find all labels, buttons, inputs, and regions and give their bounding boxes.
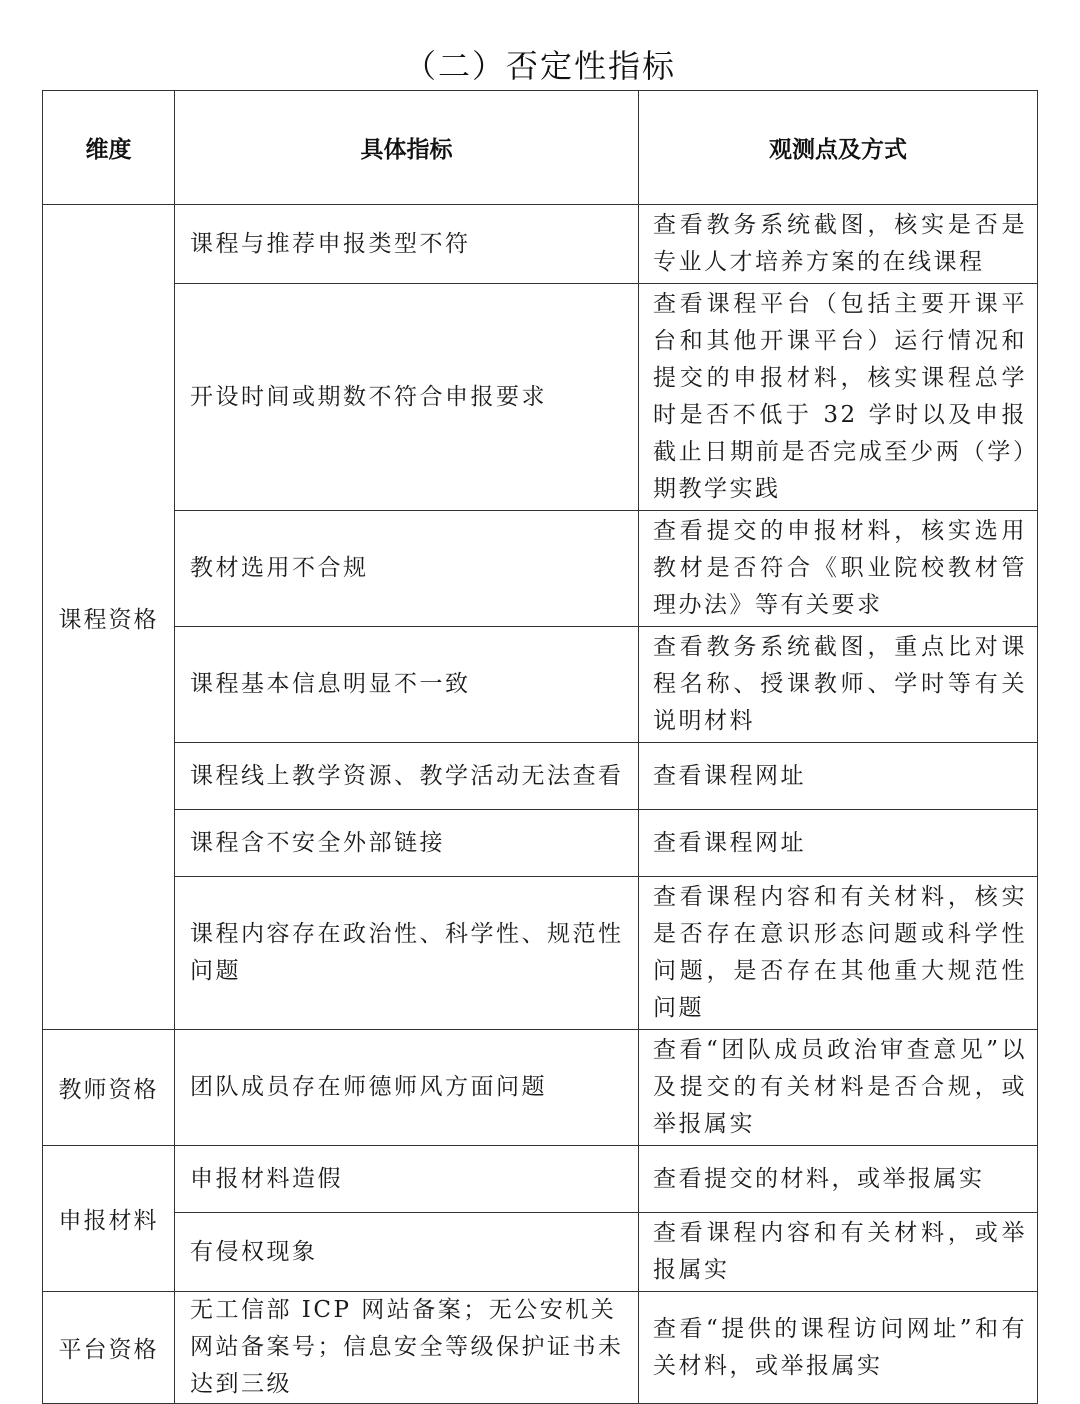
indicator-cell: 开设时间或期数不符合申报要求 <box>175 284 639 511</box>
dimension-course: 课程资格 <box>43 205 175 1030</box>
observation-cell: 查看提交的材料，或举报属实 <box>639 1146 1038 1213</box>
observation-cell: 查看“团队成员政治审查意见”以及提交的有关材料是否合规，或举报属实 <box>639 1030 1038 1146</box>
table-row <box>43 743 1038 810</box>
table-row <box>43 627 1038 743</box>
table-row <box>43 205 1038 284</box>
observation-cell: 查看课程网址 <box>639 810 1038 877</box>
observation-cell: 查看“提供的课程访问网址”和有关材料，或举报属实 <box>639 1292 1038 1404</box>
table-row <box>43 1030 1038 1146</box>
observation-cell: 查看教务系统截图，重点比对课程名称、授课教师、学时等有关说明材料 <box>639 627 1038 743</box>
indicator-cell: 教材选用不合规 <box>175 511 639 627</box>
observation-cell: 查看课程内容和有关材料，或举报属实 <box>639 1213 1038 1292</box>
observation-cell: 查看课程网址 <box>639 743 1038 810</box>
header-observation: 观测点及方式 <box>639 91 1038 205</box>
indicator-cell: 团队成员存在师德师风方面问题 <box>175 1030 639 1146</box>
indicator-cell: 申报材料造假 <box>175 1146 639 1213</box>
indicator-cell: 无工信部 ICP 网站备案；无公安机关网站备案号；信息安全等级保护证书未达到三级 <box>175 1292 639 1404</box>
header-row <box>43 91 1038 205</box>
header-dimension: 维度 <box>43 91 175 205</box>
dimension-material: 申报材料 <box>43 1146 175 1292</box>
table-row <box>43 1213 1038 1292</box>
indicator-cell: 课程与推荐申报类型不符 <box>175 205 639 284</box>
table-row <box>43 810 1038 877</box>
table-row <box>43 511 1038 627</box>
table-row <box>43 1292 1038 1404</box>
table-row <box>43 1146 1038 1213</box>
dimension-platform: 平台资格 <box>43 1292 175 1404</box>
observation-cell: 查看课程内容和有关材料，核实是否存在意识形态问题或科学性问题，是否存在其他重大规范性问题 <box>639 877 1038 1030</box>
indicator-cell: 有侵权现象 <box>175 1213 639 1292</box>
indicator-cell: 课程线上教学资源、教学活动无法查看 <box>175 743 639 810</box>
table-row <box>43 877 1038 1030</box>
observation-cell: 查看教务系统截图，核实是否是专业人才培养方案的在线课程 <box>639 205 1038 284</box>
indicator-cell: 课程基本信息明显不一致 <box>175 627 639 743</box>
dimension-teacher: 教师资格 <box>43 1030 175 1146</box>
negative-indicators-table <box>42 90 1038 1404</box>
header-indicator: 具体指标 <box>175 91 639 205</box>
table-row <box>43 284 1038 511</box>
page-title: （二）否定性指标 <box>403 47 676 85</box>
observation-cell: 查看提交的申报材料，核实选用教材是否符合《职业院校教材管理办法》等有关要求 <box>639 511 1038 627</box>
indicator-cell: 课程含不安全外部链接 <box>175 810 639 877</box>
observation-cell: 查看课程平台（包括主要开课平台和其他开课平台）运行情况和提交的申报材料，核实课程总学时是否不低于 32 学时以及申报截止日期前是否完成至少两（学）期教学实践 <box>639 284 1038 511</box>
indicator-cell: 课程内容存在政治性、科学性、规范性问题 <box>175 877 639 1030</box>
